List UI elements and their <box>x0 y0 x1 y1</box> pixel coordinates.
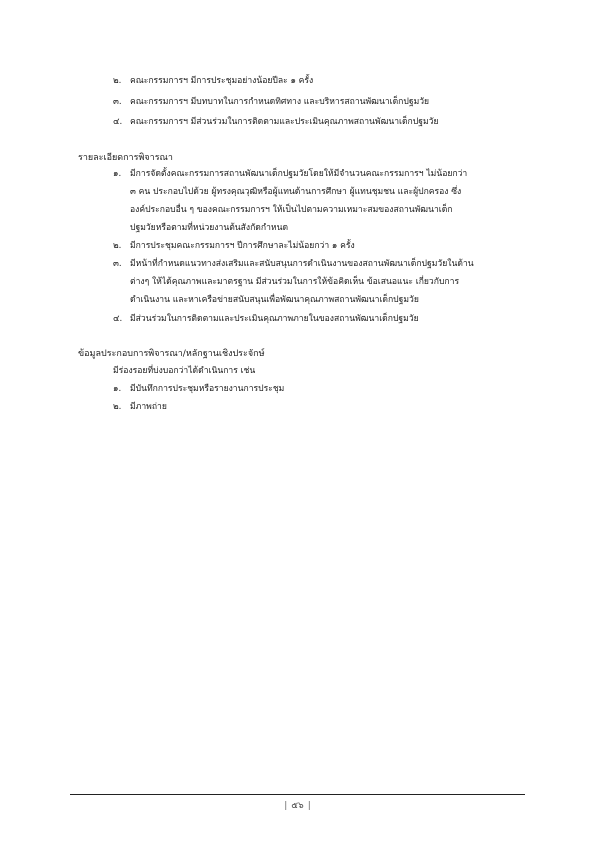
list-number: ๒. <box>113 76 122 86</box>
section-heading-details: รายละเอียดการพิจารณา <box>78 153 173 163</box>
detail-line: มีส่วนร่วมในการติดตามและประเมินคุณภาพภายในของสถานพัฒนาเด็กปฐมวัย <box>130 314 419 324</box>
list-number: ๒. <box>113 402 122 412</box>
list-number: ๔. <box>113 117 123 127</box>
detail-line: มีการจัดตั้งคณะกรรมการสถานพัฒนาเด็กปฐมวัยโดยให้มีจำนวนคณะกรรมการฯ ไม่น้อยกว่า <box>130 169 468 179</box>
list-number: ๒. <box>113 241 122 251</box>
evidence-item: มีบันทึกการประชุมหรือรายงานการประชุม <box>130 384 285 394</box>
list-item: คณะกรรมการฯ มีบทบาทในการกำหนดทิศทาง และบริหารสถานพัฒนาเด็กปฐมวัย <box>130 97 430 107</box>
detail-line: มีหน้าที่กำหนดแนวทางส่งเสริมและสนับสนุนการดำเนินงานของสถานพัฒนาเด็กปฐมวัยในด้าน <box>130 259 474 269</box>
detail-line: ปฐมวัยหรือตามที่หน่วยงานต้นสังกัดกำหนด <box>130 223 289 233</box>
detail-line: ดำเนินงาน และหาเครือข่ายสนับสนุนเพื่อพัฒนาคุณภาพสถานพัฒนาเด็กปฐมวัย <box>130 295 419 305</box>
page-footer <box>0 800 595 812</box>
footer-divider: | <box>284 801 288 811</box>
page-number: ๕๖ <box>291 801 304 811</box>
section-heading-evidence: ข้อมูลประกอบการพิจารณา/หลักฐานเชิงประจักษ์ <box>78 349 265 359</box>
list-item: คณะกรรมการฯ มีการประชุมอย่างน้อยปีละ ๑ ครั้ง <box>130 76 314 86</box>
list-number: ๔. <box>113 314 123 324</box>
list-number: ๑. <box>113 384 122 394</box>
evidence-intro: มีร่องรอยที่บ่งบอกว่าได้ดำเนินการ เช่น <box>113 366 256 376</box>
evidence-item: มีภาพถ่าย <box>130 402 167 412</box>
detail-line: ๓ คน ประกอบไปด้วย ผู้ทรงคุณวุฒิหรือผู้แทนด้านการศึกษา ผู้แทนชุมชน และผู้ปกครอง ซึ่ง <box>130 187 462 197</box>
footer-rule <box>70 794 525 795</box>
list-item: คณะกรรมการฯ มีส่วนร่วมในการติดตามและประเมินคุณภาพสถานพัฒนาเด็กปฐมวัย <box>130 117 439 127</box>
list-number: ๑. <box>113 169 122 179</box>
footer-divider: | <box>307 801 311 811</box>
detail-line: องค์ประกอบอื่น ๆ ของคณะกรรมการฯ ให้เป็นไปตามความเหมาะสมของสถานพัฒนาเด็ก <box>130 205 453 215</box>
list-number: ๓. <box>113 97 122 107</box>
list-number: ๓. <box>113 259 122 269</box>
detail-line: ต่างๆ ให้ได้คุณภาพและมาตรฐาน มีส่วนร่วมในการให้ข้อคิดเห็น ข้อเสนอแนะ เกี่ยวกับการ <box>130 277 460 287</box>
detail-line: มีการประชุมคณะกรรมการฯ ปีการศึกษาละไม่น้อยกว่า ๑ ครั้ง <box>130 241 355 251</box>
